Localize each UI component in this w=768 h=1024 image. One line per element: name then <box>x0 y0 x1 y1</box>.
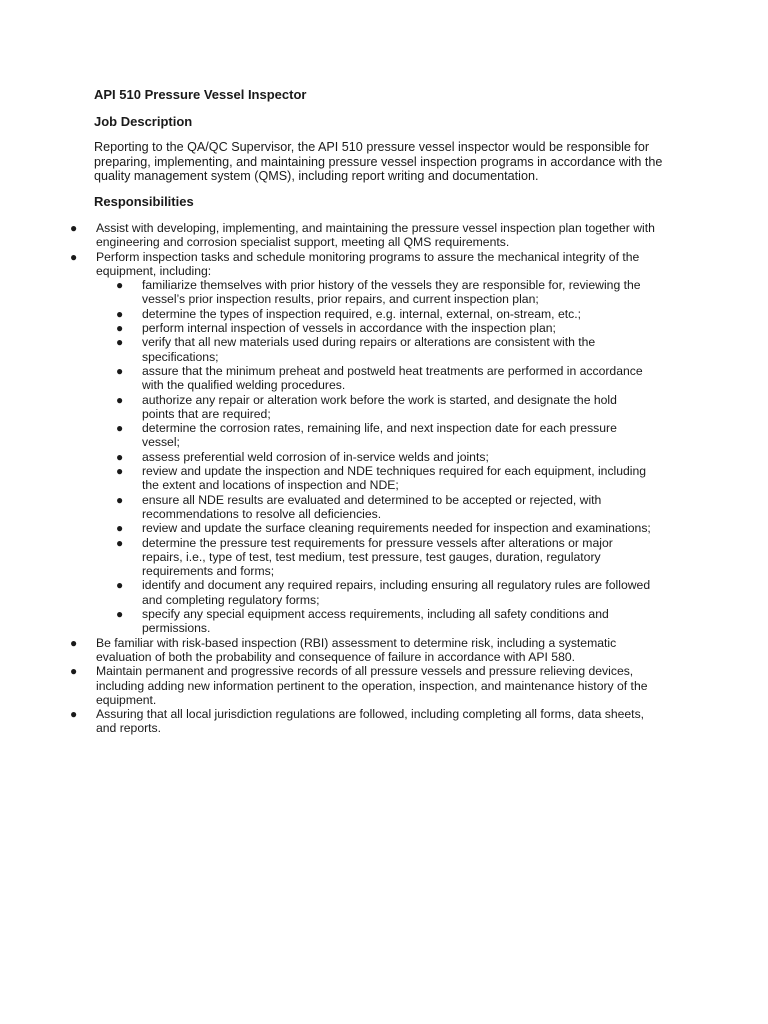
sub-list-item <box>116 492 652 522</box>
sub-list-item <box>116 607 652 636</box>
list-item <box>0 664 656 707</box>
list-item-text: Assist with developing, implementing, and maintaining the pressure vessel inspection plan together with engineering and corrosion specialist support, meeting all QMS requirements. <box>96 221 655 250</box>
bullet-icon: ● <box>116 278 124 293</box>
list-item-text: Perform inspection tasks and schedule monitoring programs to assure the mechanical integrity of the equipment, including: <box>96 249 640 278</box>
sub-list-item <box>116 321 652 336</box>
sub-list-item <box>116 521 652 536</box>
sub-list-item-text: authorize any repair or alteration work before the work is started, and designate the hold points that are required; <box>142 392 617 421</box>
sub-list-item-text: verify that all new materials used during repairs or alterations are consistent with the specifications; <box>142 335 596 364</box>
sub-list-item <box>116 449 652 464</box>
bullet-icon: ● <box>70 249 78 264</box>
sub-list-item <box>116 464 652 493</box>
sub-list-item-text: perform internal inspection of vessels in accordance with the inspection plan; <box>142 321 556 336</box>
bullet-icon: ● <box>116 363 124 378</box>
sub-list-item-text: determine the pressure test requirements for pressure vessels after alterations or major repairs, i.e., type of test, test medium, test pressure, test gauges, duration, regulatory requirements and forms; <box>142 535 613 579</box>
sub-list-item-text: determine the types of inspection required, e.g. internal, external, on-stream, etc.; <box>142 306 581 321</box>
inspection-tasks-sublist <box>96 278 656 635</box>
bullet-icon: ● <box>116 521 124 536</box>
sub-list-item-text: specify any special equipment access requirements, including all safety conditions and permissions. <box>142 607 609 636</box>
sub-list-item-text: assure that the minimum preheat and postweld heat treatments are performed in accordance with the qualified welding procedures. <box>142 363 643 393</box>
sub-list-item-text: determine the corrosion rates, remaining life, and next inspection date for each pressure vessel; <box>142 421 617 450</box>
job-description-heading: Job Description <box>94 114 193 129</box>
sub-list-item <box>116 535 652 579</box>
list-item-text: Maintain permanent and progressive records of all pressure vessels and pressure relieving devices, including adding new information pertinent to the operation, inspection, and maintenance history of the equipment. <box>96 664 648 707</box>
sub-list-item <box>116 306 652 321</box>
sub-list-item-text: identify and document any required repairs, including ensuring all regulatory rules are followed and completing regulatory forms; <box>142 578 651 607</box>
bullet-icon: ● <box>70 707 78 722</box>
bullet-icon: ● <box>116 335 124 350</box>
sub-list-item-text: assess preferential weld corrosion of in-service welds and joints; <box>142 449 489 464</box>
sub-list-item-text: review and update the inspection and NDE techniques required for each equipment, including the extent and locations of inspection and NDE; <box>142 464 647 493</box>
bullet-icon: ● <box>116 578 124 593</box>
list-item <box>0 250 656 636</box>
bullet-icon: ● <box>116 421 124 436</box>
bullet-icon: ● <box>116 464 124 479</box>
sub-list-item <box>116 278 652 307</box>
sub-list-item <box>116 578 652 607</box>
sub-list-item <box>116 392 652 422</box>
bullet-icon: ● <box>116 321 124 336</box>
bullet-icon: ● <box>116 306 124 321</box>
list-item-text: Assuring that all local jurisdiction regulations are followed, including completing all forms, data sheets, and reports. <box>96 707 645 736</box>
list-item-text: Be familiar with risk-based inspection (RBI) assessment to determine risk, including a systematic evaluation of both the probability and consequence of failure in accordance with API 580. <box>96 635 617 664</box>
sub-list-item <box>116 421 652 450</box>
bullet-icon: ● <box>116 535 124 550</box>
responsibilities-list <box>0 221 768 736</box>
bullet-icon: ● <box>116 392 124 407</box>
sub-list-item <box>116 335 652 364</box>
list-item <box>0 636 656 665</box>
responsibilities-heading: Responsibilities <box>94 194 194 209</box>
list-item <box>0 707 656 736</box>
sub-list-item-text: ensure all NDE results are evaluated and determined to be accepted or rejected, with recommendations to resolve all deficiencies. <box>142 492 602 521</box>
sub-list-item-text: familiarize themselves with prior history of the vessels they are responsible for, reviewing the vessel’s prior inspection results, prior repairs, and current inspection plan; <box>142 278 641 307</box>
list-item <box>0 221 656 250</box>
bullet-icon: ● <box>116 449 124 464</box>
sub-list-item-text: review and update the surface cleaning requirements needed for inspection and examinations; <box>142 521 651 536</box>
document-title: API 510 Pressure Vessel Inspector <box>94 87 307 102</box>
bullet-icon: ● <box>70 635 78 650</box>
bullet-icon: ● <box>70 664 78 679</box>
bullet-icon: ● <box>116 492 124 507</box>
bullet-icon: ● <box>70 221 78 235</box>
bullet-icon: ● <box>116 607 124 622</box>
job-description-text: Reporting to the QA/QC Supervisor, the API 510 pressure vessel inspector would be responsible for preparing, implementing, and maintaining pressure vessel inspection programs in accordance with the quality management system (QMS), including report writing and documentation. <box>94 140 663 184</box>
sub-list-item <box>116 363 652 393</box>
